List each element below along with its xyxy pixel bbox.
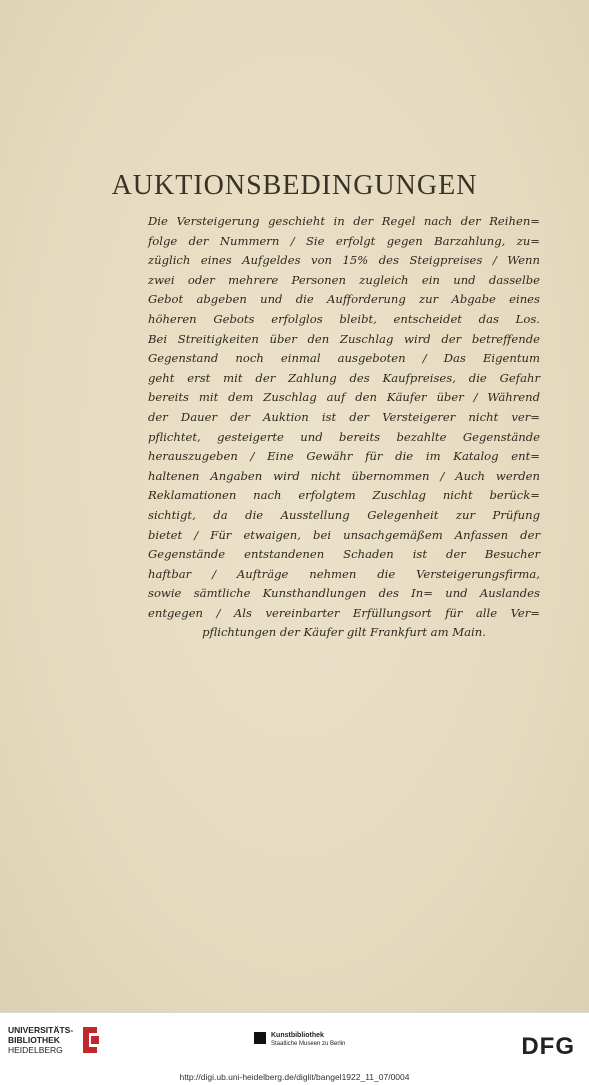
text-line: geht erst mit der Zahlung des Kaufpreises, die Gefahr [148, 370, 540, 385]
university-library-logo[interactable] [8, 1025, 101, 1055]
uni-line-1: UNIVERSITÄTS- [8, 1025, 74, 1035]
text-line: Bei Streitigkeiten über den Zuschlag wird der betreffende [148, 331, 540, 346]
permalink-url[interactable]: http://digi.ub.uni-heidelberg.de/diglit/bangel1922_11_07/0004 [179, 1072, 410, 1082]
text-line: Gegenstand noch einmal ausgeboten / Das Eigentum [148, 351, 540, 366]
kunstbibliothek-logo[interactable] [254, 1031, 345, 1048]
text-line: pflichtet, gesteigerte und bereits bezahlte Gegenstände [148, 429, 540, 444]
text-line: höheren Gebots erfolglos bleibt, entscheidet das Los. [148, 311, 540, 326]
text-line: sichtigt, da die Ausstellung Gelegenheit zur Prüfung [148, 507, 540, 522]
text-line: entgegen / Als vereinbarter Erfüllungsort für alle Ver= [148, 605, 540, 620]
text-line: der Dauer der Auktion ist der Versteigerer nicht ver= [148, 409, 540, 424]
dfg-logo[interactable]: DFG [521, 1033, 575, 1060]
kunstbibliothek-square-icon [254, 1032, 266, 1044]
text-line: Gegenstände entstandenen Schaden ist der Besucher [148, 547, 540, 562]
text-line: bereits mit dem Zuschlag auf den Käufer über / Während [148, 390, 540, 405]
text-line: zwei oder mehrere Personen zugleich ein und dasselbe [148, 272, 540, 287]
text-line: folge der Nummern / Sie erfolgt gegen Barzahlung, zu= [148, 233, 540, 248]
text-line: herauszugeben / Eine Gewähr für die im Katalog ent= [148, 449, 540, 464]
text-line: Die Versteigerung geschieht in der Regel nach der Reihen= [148, 214, 540, 228]
university-emblem-icon [79, 1025, 101, 1055]
text-line: haltenen Angaben wird nicht übernommen / Auch werden [148, 468, 540, 483]
uni-line-3: HEIDELBERG [8, 1045, 63, 1055]
page-title: AUKTIONSBEDINGUNGEN [111, 170, 478, 201]
text-line: haftbar / Aufträge nehmen die Versteigerungsfirma, [148, 566, 540, 581]
text-line: sowie sämtliche Kunsthandlungen des In= und Auslandes [148, 586, 540, 601]
text-line-last: pflichtungen der Käufer gilt Frankfurt am Main. [202, 625, 486, 640]
kb-line-2: Staatliche Museen zu Berlin [271, 1041, 346, 1047]
uni-line-2: BIBLIOTHEK [8, 1035, 60, 1045]
text-line: züglich eines Aufgeldes von 15% des Steigpreises / Wenn [148, 253, 540, 268]
viewer-footer [0, 1012, 589, 1085]
kunstbibliothek-name [271, 1031, 345, 1048]
kb-line-1: Kunstbibliothek [271, 1032, 324, 1039]
text-line: Gebot abgeben und die Aufforderung zur Abgabe eines [148, 292, 540, 307]
text-line: Reklamationen nach erfolgtem Zuschlag nicht berück= [148, 488, 540, 503]
auction-conditions-text [148, 212, 540, 643]
text-line: bietet / Für etwaigen, bei unsachgemäßem Anfassen der [148, 527, 540, 542]
university-library-name [8, 1025, 73, 1055]
